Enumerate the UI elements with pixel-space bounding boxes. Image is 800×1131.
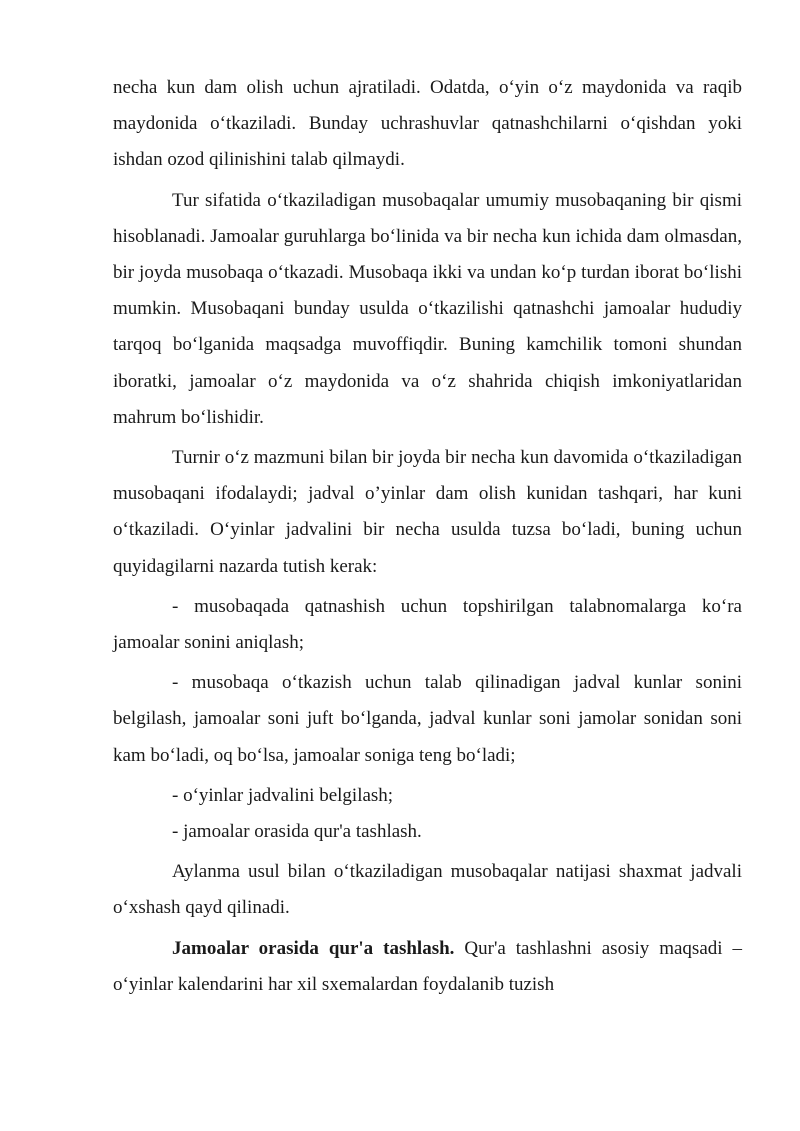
paragraph-draw-section	[113, 931, 742, 1003]
paragraph-draw-text: Qur'a tashlashni asosiy maqsadi – o‘yinlar kalendarini har xil sxemalardan foydalanib tuzish	[113, 937, 742, 995]
paragraph-tour-competitions: Tur sifatida o‘tkaziladigan musobaqalar umumiy musobaqaning bir qismi hisoblanadi. Jamoalar guruhlarga bo‘linida va bir necha kun ichida dam olmasdan, bir joyda musobaqa o‘tkazadi. Musobaqa ikki va undan ko‘p turdan iborat bo‘lishi mumkin. Musobaqani bunday usulda o‘tkazilishi qatnashchi jamoalar hududiy tarqoq bo‘lganida maqsadga muvoffiqdir. Buning kamchilik tomoni shundan iboratki, jamoalar o‘z maydonida va o‘z shahrida chiqish imkoniyatlaridan mahrum bo‘lishidir.	[113, 189, 742, 428]
list-item-draw: - jamoalar orasida qur'a tashlash.	[172, 821, 422, 843]
document-page	[113, 70, 742, 1007]
paragraph-round-robin: Aylanma usul bilan o‘tkaziladigan musobaqalar natijasi shaxmat jadvali o‘xshash qayd qilinadi.	[113, 861, 742, 919]
list-item-game-schedule: - o‘yinlar jadvalini belgilash;	[172, 784, 394, 806]
list-item-team-count: - musobaqada qatnashish uchun topshirilgan talabnomalarga ko‘ra jamoalar sonini aniqlash;	[113, 595, 742, 654]
paragraph-tournament: Turnir o‘z mazmuni bilan bir joyda bir necha kun davomida o‘tkaziladigan musobaqani ifodalaydi; jadval o’yinlar dam olish kunidan tashqari, har kuni o‘tkaziladi. O‘yinlar jadvalini bir necha usulda tuzsa bo‘ladi, buning uchun quyidagilarni nazarda tutish kerak:	[113, 447, 742, 577]
list-item-schedule-days: - musobaqa o‘tkazish uchun talab qilinadigan jadval kunlar sonini belgilash, jamoalar soni juft bo‘lganda, jadval kunlar soni jamolar sonidan soni kam bo‘ladi, oq bo‘lsa, jamoalar soniga teng bo‘ladi;	[113, 672, 742, 766]
paragraph-continuation: necha kun dam olish uchun ajratiladi. Odatda, o‘yin o‘z maydonida va raqib maydonida o‘tkaziladi. Bunday uchrashuvlar qatnashchilarni o‘qishdan yoki ishdan ozod qilinishini talab qilmaydi.	[113, 77, 742, 171]
section-heading-draw: Jamoalar orasida qur'a tashlash.	[172, 937, 455, 959]
